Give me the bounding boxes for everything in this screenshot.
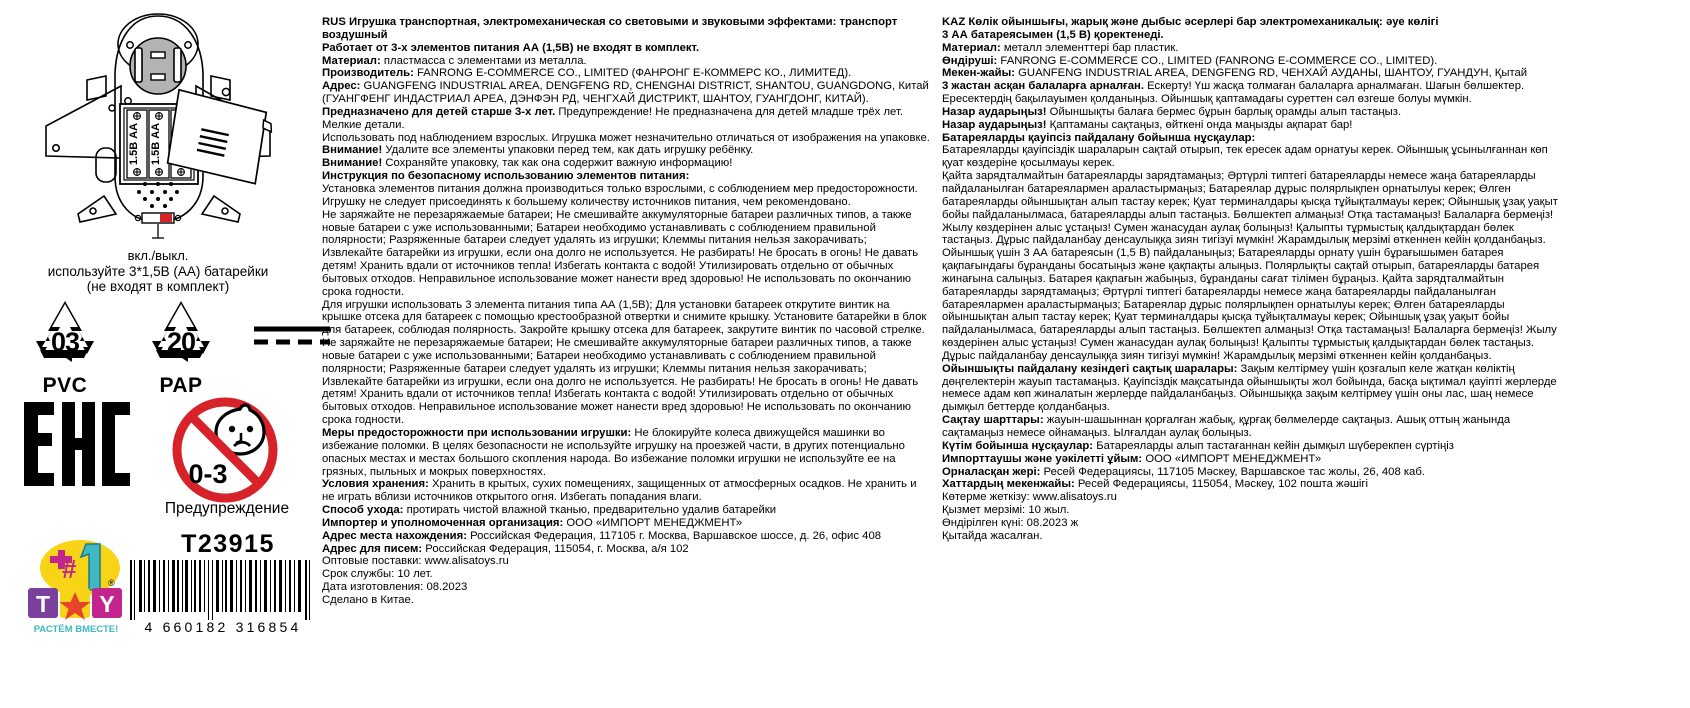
- rus-paragraph-body: Не блокируйте колеса движущейся машинки во избежание поломки. В целях безопасности не используйте игрушку на проезжей части, в других потенциально опасных местах и местах большого скопления народа. Во избежание поломки игрушки не используйте ее на грязных, пыльных и мокрых поверхностях.: [322, 427, 905, 478]
- rus-paragraph-heading: Адрес:: [322, 80, 361, 93]
- kaz-paragraph-body: Ескерту! Үш жасқа толмаған балаларға арналмаған. Шағын бөлшектер.: [1144, 80, 1525, 93]
- eac-conformity-mark: [22, 398, 134, 490]
- kaz-paragraph: [942, 414, 1560, 440]
- rus-paragraph: [322, 299, 930, 427]
- kaz-paragraph-body: жауын-шашыннан қорғалған жабық, құрғақ бөлмелерде сақтаңыз. Ашық оттың жанында сақтамаңыз немесе ойнамаңыз. Ылғалдан аулақ болыңыз.: [942, 414, 1511, 439]
- rus-paragraph: [322, 581, 930, 594]
- kaz-paragraph: [942, 29, 1560, 42]
- battery-instructions-caption: [8, 248, 308, 295]
- brand-logo-1toy: [22, 534, 130, 638]
- kaz-paragraph: [942, 144, 1560, 170]
- recycle-material: PAP: [159, 374, 203, 397]
- kaz-paragraph: [942, 16, 1560, 29]
- rus-paragraph-heading: Предназначено для детей старше 3-х лет.: [322, 105, 556, 118]
- rus-paragraph-body: пластмасса с элементами из металла.: [380, 54, 587, 67]
- kaz-paragraph-body: Ресей Федерациясы, 117105 Мәскеу, Варшавское тас жолы, 26, 408 каб.: [1040, 465, 1425, 478]
- kaz-paragraph-heading: Назар аударыңыз!: [942, 105, 1047, 118]
- rus-paragraph-body: Сделано в Китае.: [322, 593, 414, 606]
- rus-paragraph-body: Для игрушки использовать 3 элемента питания типа АА (1,5В); Для установки батареек открутите винтик на крышке отсека для батареек с помощью крестообразной отвертки и снимите крышку. Установите батарейки в блок для батареек, соблюдая полярность. Закройте крышку отсека для батареек, закрутите винтик по часовой стрелке. Не заряжайте не перезаряжаемые батареи; Не смешивайте аккумуляторные батареи различных типов, а также новые батареи с уже использованными; Батареи необходимо устанавливать с соблюдением правильной полярности; Разряженные батареи следует удалять из игрушки; Клеммы питания нельзя закорачивать; Извлекайте батарейки из игрушки, если она долго не используется. Не разбирать! Не бросать в огонь! Не давать детям! Хранить вдали от источников тепла! Избегать контакта с водой! Утилизировать отдельно от обычных бытовых отходов. Неправильное использование может нанести вред здоровью! Не использовать по окончанию срока годности.: [322, 298, 927, 427]
- recycle-material: PVC: [42, 374, 88, 397]
- rus-paragraph-body: Сохраняйте упаковку, так как она содержит важную информацию!: [382, 157, 733, 170]
- rus-paragraph-body: протирать чистой влажной тканью, предварительно удалив батарейки: [403, 504, 777, 517]
- rus-paragraph-body: FANRONG E-COMMERCE CO., LIMITED (ФАНРОНГ Е-КОММЕРС КО., ЛИМИТЕД).: [413, 67, 852, 80]
- kaz-paragraph-body: Батареяларды қауіпсіздік шараларын сақтай отырып, тек ересек адам орнатуы керек. Ойыншық ұсынылғаннан көп қуат көздеріне қосылмауы керек.: [942, 144, 1548, 170]
- rus-paragraph-body: Использовать под наблюдением взрослых. Игрушка может незначительно отличаться от изображения на упаковке.: [322, 131, 930, 144]
- rus-paragraph-heading: Адрес места нахождения:: [322, 529, 467, 542]
- kaz-paragraph-body: FANRONG E-COMMERCE CO., LIMITED (FANRONG E-COMMERCE CO., LIMITED).: [997, 54, 1438, 67]
- warning-caption: Предупреждение: [164, 500, 290, 517]
- rus-paragraph: [322, 42, 930, 55]
- rus-paragraph-heading: Условия хранения:: [322, 478, 429, 491]
- recycle-symbol-pap: [136, 300, 226, 397]
- rus-paragraph-body: Дата изготовления: 08.2023: [322, 581, 468, 594]
- kaz-paragraph-body: Қытайда жасалған.: [942, 529, 1043, 542]
- rus-paragraph-heading: Адрес для писем:: [322, 542, 423, 555]
- kaz-paragraph-heading: Өндіруші:: [942, 54, 998, 67]
- rus-paragraph: [322, 67, 930, 80]
- kaz-paragraph-body: Ресей Федерациясы, 115054, Мәскеу, 102 пошта жәшігі: [1074, 478, 1369, 491]
- kaz-paragraph-heading: Хаттардың мекенжайы:: [942, 478, 1075, 491]
- rus-paragraph-body: Установка элементов питания должна производиться только взрослыми, с соблюдением мер предосторожности. Игрушку не следует присоединять к большему количеству источников питания, чем рекомендовано.: [322, 182, 918, 208]
- kaz-paragraph-body: Өндірілген күні: 08.2023 ж: [942, 516, 1079, 529]
- kaz-paragraph: [942, 440, 1560, 453]
- rus-paragraph: [322, 594, 930, 607]
- kaz-paragraph: [942, 453, 1560, 466]
- rus-paragraph: [322, 55, 930, 68]
- kaz-paragraph-body: Қайта зарядталмайтын батареяларды зарядтамаңыз; Әртүрлі типтегі батареяларды немесе жаңа батареяларды пайдаланылған батареялармен араластырмаңыз; Батареялар дұрыс полярлықпен орнатылуы керек; Өлген батареяларды ойыншықтан алып тастау керек; Қуат терминалдары қысқа тұйықталмауы керек; Ойыншық ұзақ уақыт бойы пайдаланылмаса, батареяларды алып тастаңыз. Бөлшектеп алмаңыз! Отқа тастамаңыз! Балаларға бермеңіз! Жылу көздерінен алыс ұстаңыз! Сумен жанасудан аулақ болыңыз! Қалыпты тұрмыстық қалдықтардан бөлек тастаңыз. Дұрыс пайдаланбау денсаулыққа зиян тигізуі мүмкін! Жарамдылық мерзімі өткеннен кейін қолданбаңыз.: [942, 170, 1558, 247]
- power-switch-label: вкл./выкл.: [127, 248, 189, 263]
- kaz-paragraph: [942, 106, 1560, 119]
- battery-requirement-line2: (не входят в комплект): [86, 279, 230, 294]
- rus-paragraph: [322, 530, 930, 543]
- age-restriction-0-3-icon: [170, 395, 280, 505]
- rus-paragraph-body: Удалите все элементы упаковки перед тем, как дать игрушку ребёнку.: [382, 144, 754, 157]
- graphics-column: [0, 0, 318, 708]
- propeller-hub: [130, 38, 186, 94]
- recycle-symbol-pvc: [20, 300, 110, 397]
- rus-paragraph-body: Хранить в крытых, сухих помещениях, защищенных от атмосферных осадков. Не хранить и не играть вблизи источников открытого огня. Избегать попадания влаги.: [322, 478, 917, 504]
- kaz-paragraph: [942, 67, 1560, 80]
- kazakh-text-column: [942, 16, 1560, 543]
- rus-paragraph-heading: RUS Игрушка транспортная, электромеханическая со световыми и звуковыми эффектами: транспорт воздушный: [322, 16, 898, 41]
- speaker-grille: [137, 182, 179, 208]
- rus-paragraph: [322, 170, 930, 183]
- kaz-paragraph-body: Қызмет мерзімі: 10 жыл.: [942, 504, 1070, 517]
- rus-paragraph-body: Предупреждение! Не предназначена для детей младше трёх лет. Мелкие детали.: [322, 105, 904, 131]
- kaz-paragraph: [942, 504, 1560, 517]
- brand-tagline: РАСТЁМ ВМЕСТЕ!: [33, 624, 119, 635]
- kaz-paragraph-body: металл элементтері бар пластик.: [1000, 41, 1179, 54]
- kaz-paragraph-heading: 3 АА батареясымен (1,5 В) қоректенеді.: [942, 28, 1164, 41]
- rus-paragraph-body: Российская Федерация, 117105 г. Москва, Варшавское шоссе, д. 26, офис 408: [466, 529, 882, 542]
- recycling-symbols-row: [20, 300, 310, 396]
- rus-paragraph-heading: Работает от 3-х элементов питания АА (1,5В) не входят в комплект.: [322, 41, 700, 54]
- power-switch-graphic: [135, 213, 180, 238]
- rus-paragraph: [322, 80, 930, 106]
- rus-paragraph: [322, 209, 930, 299]
- recycle-code: 20: [166, 327, 196, 357]
- kaz-paragraph: [942, 170, 1560, 247]
- rus-paragraph-heading: Импортер и уполномоченная организация:: [322, 516, 564, 529]
- rus-paragraph-body: GUANGFENG INDUSTRIAL AREA, DENGFENG RD, CHENGHAI DISTRICT, SHANTOU, GUANGDONG, Китай (ГУАНГФЕНГ ИНДАСТРИАЛ АРЕА, ДЭНФЭН РД, ЧЕНГХАЙ ДИСТРИКТ, ШАНТОУ, ГУАНГДОНГ, КИТАЙ).: [322, 80, 929, 106]
- svg-text:®: ®: [108, 578, 115, 588]
- rus-paragraph-heading: Инструкция по безопасному использованию элементов питания:: [322, 170, 690, 183]
- rus-paragraph-body: Срок службы: 10 лет.: [322, 568, 433, 581]
- age-range-text: 0-3: [188, 459, 228, 489]
- kaz-paragraph: [942, 55, 1560, 68]
- kaz-paragraph: [942, 530, 1560, 543]
- kaz-paragraph: [942, 93, 1560, 106]
- rus-paragraph: [322, 106, 930, 132]
- rus-paragraph: [322, 543, 930, 556]
- kaz-paragraph-body: Ойыншықты балаға бермес бұрын барлық орамды алып тастаңыз.: [1046, 105, 1402, 118]
- kaz-paragraph-heading: Мекен-жайы:: [942, 67, 1015, 80]
- rus-paragraph-body: Российская Федерация, 115054, г. Москва, а/я 102: [422, 542, 689, 555]
- rus-paragraph: [322, 504, 930, 517]
- kaz-paragraph-heading: KAZ Көлік ойыншығы, жарық және дыбыс әсерлері бар электромеханикалық: әуе көлігі: [942, 16, 1439, 28]
- kaz-paragraph-body: Қаптаманы сақтаңыз, өйткені онда маңызды ақпарат бар!: [1046, 118, 1353, 131]
- rus-paragraph: [322, 427, 930, 478]
- kaz-paragraph: [942, 80, 1560, 93]
- rus-paragraph: [322, 183, 930, 209]
- kaz-paragraph-heading: Күтім бойынша нұсқаулар:: [942, 439, 1094, 452]
- toy-battery-diagram: [18, 8, 298, 248]
- kaz-paragraph: [942, 517, 1560, 530]
- kaz-paragraph-body: Зақым келтірмеу үшін қозғалып келе жатқан көліктің дөңгелектерін жауып тастамаңыз. Қауіпсіздік мақсатында ойыншықты жол бойында, басқа ықтимал қауіпті жерлерде немесе адам көп жиналатын жерлерде пайдаланбаңыз. Ойыншыққа зақым келтірмеу үшін оны лас, шаң немесе дымқыл беттерде қолданбаңыз.: [942, 362, 1557, 414]
- kaz-paragraph: [942, 247, 1560, 363]
- dc-power-icon: [252, 322, 332, 352]
- article-number: T23915: [181, 530, 275, 558]
- rus-paragraph: [322, 478, 930, 504]
- kaz-paragraph: [942, 42, 1560, 55]
- battery-cell-label: 1.5В АА: [150, 122, 162, 166]
- brand-letter-t: T: [35, 591, 51, 617]
- rus-paragraph-heading: Внимание!: [322, 157, 383, 170]
- rus-paragraph: [322, 144, 930, 157]
- rus-paragraph-heading: Внимание!: [322, 144, 383, 157]
- kaz-paragraph: [942, 466, 1560, 479]
- kaz-paragraph-heading: Импорттаушы және уәкілетті ұйым:: [942, 452, 1143, 465]
- rus-paragraph: [322, 555, 930, 568]
- rus-paragraph-body: ООО «ИМПОРТ МЕНЕДЖМЕНТ»: [563, 516, 743, 529]
- rus-paragraph-heading: Способ ухода:: [322, 504, 404, 517]
- kaz-paragraph: [942, 478, 1560, 491]
- kaz-paragraph-heading: Назар аударыңыз!: [942, 118, 1047, 131]
- rus-paragraph-heading: Материал:: [322, 54, 381, 67]
- barcode: [128, 560, 318, 640]
- kaz-paragraph: [942, 363, 1560, 414]
- kaz-paragraph: [942, 119, 1560, 132]
- barcode-number: 4 660182 316854: [144, 619, 302, 635]
- kaz-paragraph-body: Ересектердің бақылауымен қолданыңыз. Ойыншық қаптамадағы суреттен сәл өзгеше болуы мүмкін.: [942, 93, 1472, 106]
- kaz-paragraph-heading: Батареяларды қауіпсіз пайдалану бойынша нұсқаулар:: [942, 131, 1256, 144]
- rus-paragraph: [322, 568, 930, 581]
- kaz-paragraph-body: ООО «ИМПОРТ МЕНЕДЖМЕНТ»: [1142, 452, 1322, 465]
- kaz-paragraph-body: Батареяларды алып тастағаннан кейін дымқыл шүберекпен сүртіңіз: [1093, 439, 1454, 452]
- barcode-bars: [128, 560, 314, 620]
- kaz-paragraph-body: Көтерме жеткізу: www.alisatoys.ru: [942, 491, 1117, 504]
- kaz-paragraph-body: GUANFENG INDUSTRIAL AREA, DENGFENG RD, ЧЕНХАЙ АУДАНЫ, ШАНТОУ, ГУАНДУН, Қытай: [1015, 67, 1528, 80]
- kaz-paragraph-heading: Орналасқан жері:: [942, 465, 1041, 478]
- rus-paragraph: [322, 517, 930, 530]
- rus-paragraph: [322, 132, 930, 145]
- rus-paragraph-body: Оптовые поставки: www.alisatoys.ru: [322, 555, 509, 568]
- kaz-paragraph-heading: Материал:: [942, 41, 1001, 54]
- rus-paragraph-body: Не заряжайте не перезаряжаемые батареи; Не смешивайте аккумуляторные батареи различных типов, а также новые батареи с уже использованными; Батареи необходимо устанавливать с соблюдением правильной полярности; Разряженные батареи следует удалять из игрушки; Клеммы питания нельзя закорачивать; Извлекайте батарейки из игрушки, если она долго не используется. Не разбирать! Не бросать в огонь! Не давать детям! Хранить вдали от источников тепла! Избегать контакта с водой! Утилизировать отдельно от обычных бытовых отходов. Неправильное использование может нанести вред здоровью! Не использовать по окончанию срока годности.: [322, 208, 919, 298]
- kaz-paragraph-body: Ойыншық үшін 3 АА батареясын (1,5 В) пайдаланыңыз; Батареяларды орнату үшін бұрағышымен батарея қақпағындағы бұранданы босатыңыз және қақпақты алыңыз. Полярлықты сақтай отырып, батареяларды батарея жинағына салыңыз. Батарея қақпағын жабыңыз, бұранданы сағат тілімен бұраңыз. Қайта зарядталмайтын батареяларды зарядтамаңыз; Әртүрлі типтегі батареяларды немесе жаңа батареяларды пайдаланылған батареялармен араластырмаңыз; Батареялар дұрыс полярлықпен орнатылуы керек; Өлген батареяларды ойыншықтан алып тастау керек; Қуат терминалдары қысқа тұйықталмауы керек; Ойыншық ұзақ уақыт бойы пайдаланылмаса, батареяларды алып тастаңыз. Бөлшектеп алмаңыз! Отқа тастамаңыз! Балаларға бермеңіз! Жылу көздерінен алыс ұстаңыз! Сумен жанасудан аулақ болыңыз! Қалыпты тұрмыстық қалдықтардан бөлек тастаңыз. Дұрыс пайдаланбау денсаулыққа зиян тигізуі мүмкін! Жарамдылық мерзімі өткеннен кейін қолданбаңыз.: [942, 247, 1557, 362]
- kaz-paragraph: [942, 491, 1560, 504]
- kaz-paragraph-heading: Ойыншықты пайдалану кезіндегі сақтық шаралары:: [942, 362, 1238, 375]
- rus-paragraph: [322, 157, 930, 170]
- rus-paragraph: [322, 16, 930, 42]
- svg-text:#: #: [62, 554, 77, 584]
- kaz-paragraph-heading: 3 жастан асқан балаларға арналған.: [942, 80, 1144, 93]
- battery-requirement-line1: используйте 3*1,5В (АА) батарейки: [47, 263, 269, 279]
- recycle-code: 03: [50, 327, 80, 357]
- brand-letter-y: Y: [99, 591, 115, 617]
- battery-cell-label: 1.5В АА: [128, 122, 140, 166]
- rus-paragraph-heading: Производитель:: [322, 67, 414, 80]
- rus-paragraph-heading: Меры предосторожности при использовании игрушки:: [322, 427, 632, 439]
- russian-text-column: [322, 16, 930, 607]
- kaz-paragraph: [942, 132, 1560, 145]
- kaz-paragraph-heading: Сақтау шарттары:: [942, 414, 1044, 427]
